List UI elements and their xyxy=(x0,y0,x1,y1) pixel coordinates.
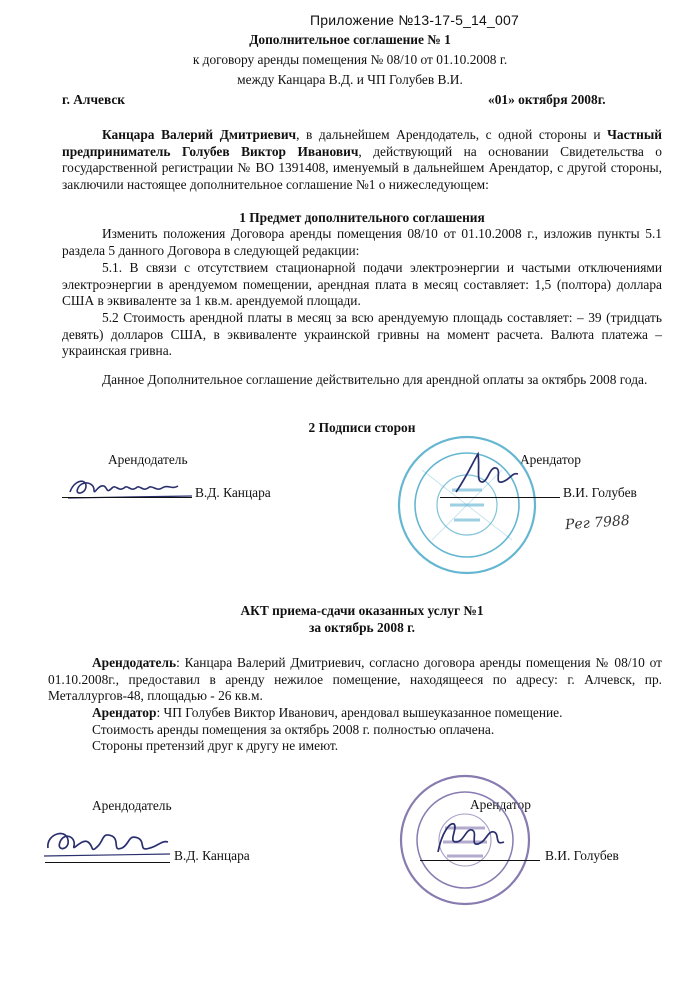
landlord-full-name: Канцара Валерий Дмитриевич xyxy=(102,127,297,142)
act-landlord-name: В.Д. Канцара xyxy=(174,848,250,863)
tenant-signature-line xyxy=(440,497,560,498)
act-paragraph-4: Стороны претензий друг к другу не имеют. xyxy=(92,738,339,753)
act-landlord-label: Арендодатель xyxy=(92,655,177,670)
intro-paragraph xyxy=(62,127,662,193)
section1-paragraph-2: 5.1. В связи с отсутствием стационарной подачи электроэнергии и частыми отключениями электроэнергии в арендуемом помещении, арендная плата в месяц составляет: 1,5 (полтора) доллара США в эквиваленте за 1 кв.м. арендуемой площади. xyxy=(62,260,662,309)
act-tenant-name: В.И. Голубев xyxy=(545,848,619,863)
act-tenant-label-sig: Арендатор xyxy=(470,797,531,812)
intro-text-2: , действующий на основании Свидетельства о государственной регистрации № ВО 1391408, именуемый в дальнейшем Арендатор, с другой стороны, заключили настоящее дополнительное соглашение №1 о нижеследующем: xyxy=(62,143,662,192)
section1-paragraph-4: Данное Дополнительное соглашение действительно для арендной оплаты за октябрь 2008 года. xyxy=(102,372,648,387)
section1-paragraph-1: Изменить положения Договора аренды помещения 08/10 от 01.10.2008 г., изложив пункты 5.1 раздела 5 данного Договора в следующей редакции: xyxy=(62,226,662,258)
parties-line: между Канцара В.Д. и ЧП Голубев В.И. xyxy=(237,72,463,87)
section1-heading: 1 Предмет дополнительного соглашения xyxy=(239,210,485,225)
tenant-signature xyxy=(452,448,522,498)
act-subtitle: за октябрь 2008 г. xyxy=(308,620,416,635)
landlord-label: Арендодатель xyxy=(108,452,188,467)
tenant-full-name: Частный предприниматель Голубев Виктор Иванович xyxy=(62,127,662,159)
intro-text-1: , в дальнейшем Арендодатель, с одной стороны и xyxy=(296,127,608,142)
act-tenant-label: Арендатор xyxy=(92,705,157,720)
act-landlord-signature-line xyxy=(45,862,170,863)
tenant-name: В.И. Голубев xyxy=(563,485,637,500)
landlord-signature-line xyxy=(62,497,192,498)
document-date: «01» октября 2008г. xyxy=(488,92,606,107)
landlord-signature xyxy=(64,470,194,506)
act-title: АКТ приема-сдачи оказанных услуг №1 xyxy=(240,603,484,618)
act-tenant-signature xyxy=(432,812,512,862)
section1-paragraph-3: 5.2 Стоимость арендной платы в месяц за всю арендуемую площадь составляет: – 39 (тридцать девять) долларов США, в эквиваленте украинской гривны на момент расчета. Валюта платежа – украинская гривна. xyxy=(62,310,662,359)
act-landlord-signature xyxy=(42,818,172,864)
act-tenant-signature-line xyxy=(420,860,540,861)
appendix-label: Приложение №13-17-5_14_007 xyxy=(310,12,519,28)
contract-line: к договору аренды помещения № 08/10 от 01.10.2008 г. xyxy=(192,52,508,67)
document-title: Дополнительное соглашение № 1 xyxy=(249,32,451,47)
act-paragraph-1 xyxy=(48,655,662,705)
act-landlord-text: : Канцара Валерий Дмитриевич, согласно договора аренды помещения № 08/10 от 01.10.2008г., предоставил в аренду нежилое помещение, находящееся по адресу: г. Алчевск, пр. Металлургов-48, площадью - 26 кв.м. xyxy=(48,655,662,704)
section2-heading: 2 Подписи сторон xyxy=(308,420,416,435)
city: г. Алчевск xyxy=(62,92,125,107)
act-paragraph-2 xyxy=(92,705,662,722)
handwritten-registration-note: Рег 7988 xyxy=(564,512,631,534)
act-tenant-text: : ЧП Голубев Виктор Иванович, арендовал вышеуказанное помещение. xyxy=(156,705,563,720)
act-landlord-label-sig: Арендодатель xyxy=(92,798,172,813)
tenant-label: Арендатор xyxy=(520,452,581,467)
act-paragraph-3: Стоимость аренды помещения за октябрь 2008 г. полностью оплачена. xyxy=(92,722,495,737)
landlord-name: В.Д. Канцара xyxy=(195,485,271,500)
